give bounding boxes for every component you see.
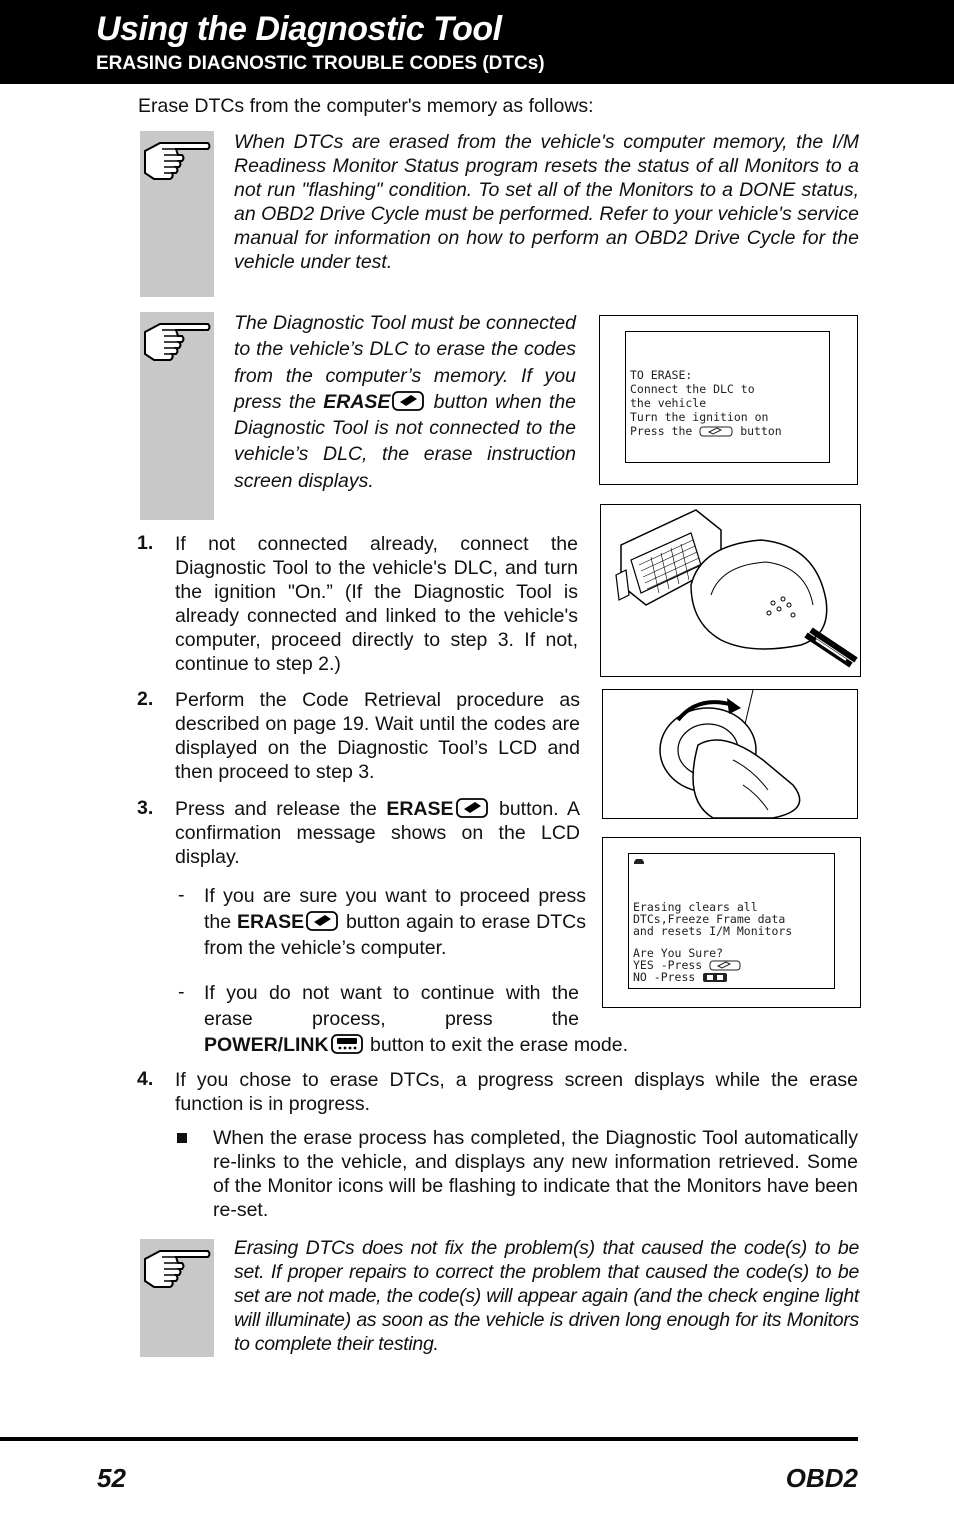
lcd-line: Turn the ignition on — [630, 410, 769, 424]
note-readiness: When DTCs are erased from the vehicle's computer memory, the I/M Readiness Monitor Status program resets the status of all Monitors to a not run "flashing" condition. To set all of the Monitors to a DONE status, an OBD2 Drive Cycle must be performed. Refer to your vehicle's service manual for information on how to perform an OBD2 Drive Cycle for the vehicle under test. — [234, 131, 859, 273]
step-number: 1. — [137, 532, 154, 554]
lcd-line: button — [740, 424, 782, 438]
note-box — [140, 312, 214, 520]
dash-marker: - — [178, 884, 185, 906]
erase-button-icon — [306, 910, 338, 932]
dash-marker: - — [178, 981, 185, 1003]
sub-step-proceed: If you are sure you want to proceed press the ERASE button again to erase DTCs from the vehicle’s computer. — [204, 885, 587, 959]
lcd-line: YES -Press — [633, 958, 703, 972]
lcd-erase-instructions — [599, 315, 858, 485]
lcd-line: the vehicle — [630, 396, 707, 410]
power-link-button-label: POWER/LINK — [204, 1034, 329, 1056]
page-header — [0, 0, 954, 84]
lcd-line: Press the — [630, 424, 693, 438]
power-link-button-icon — [702, 972, 728, 983]
lcd-line: TO ERASE: — [630, 368, 693, 382]
lcd-line: DTCs,Freeze Frame data — [633, 912, 786, 926]
pointing-hand-icon — [142, 318, 212, 364]
note-erase-warning: Erasing DTCs does not fix the problem(s) that caused the code(s) to be set. If proper repairs to correct the problem that caused the code(s) to be set are not made, the code(s) will appear again (and the check engine light will illuminate) as soon as the vehicle is driven long enough for its Monitors to complete their testing. — [234, 1237, 859, 1355]
connector-image — [601, 505, 860, 676]
note-box — [140, 1239, 214, 1357]
page-title: Using the Diagnostic Tool — [96, 10, 502, 48]
sub-step-exit: If you do not want to continue with the erase process, press the POWER/LINK button to exit the erase mode. — [204, 982, 629, 1056]
dlc-connector-illustration — [600, 504, 861, 677]
lcd-line: Connect the DLC to — [630, 382, 755, 396]
step-text: Perform the Code Retrieval procedure as described on page 19. Wait until the codes are displayed on the Diagnostic Tool’s LCD and then proceed to step 3. — [175, 689, 580, 783]
footer-divider — [0, 1437, 858, 1441]
bullet-marker — [177, 1133, 187, 1143]
intro-text: Erase DTCs from the computer's memory as follows: — [138, 95, 594, 117]
power-link-button-icon — [331, 1033, 363, 1055]
note-dlc: The Diagnostic Tool must be connected to the vehicle’s DLC to erase the codes from the computer’s memory. If you press the ERASE button when the Diagnostic Tool is not connected to the vehicle’s DLC, the erase instruction screen displays. — [234, 312, 577, 492]
erase-button-label: ERASE — [236, 911, 305, 933]
erase-button-label: ERASE — [386, 798, 454, 820]
lcd-screen — [628, 853, 835, 989]
step-text: Press and release the ERASE button. A confirmation message shows on the LCD display. — [175, 798, 580, 868]
vehicle-icon — [633, 858, 645, 865]
lcd-line: NO -Press — [633, 970, 696, 984]
lcd-line: Erasing clears all — [633, 900, 758, 914]
erase-button-icon — [699, 426, 733, 437]
pointing-hand-icon — [142, 1245, 212, 1291]
erase-button-icon — [392, 390, 424, 412]
lcd-line: Are You Sure? — [633, 946, 724, 960]
note-box — [140, 131, 214, 297]
lcd-screen — [625, 331, 830, 463]
step-number: 3. — [137, 797, 154, 819]
ignition-image — [603, 690, 857, 818]
erase-button-label: ERASE — [323, 390, 391, 413]
bullet-text: When the erase process has completed, the Diagnostic Tool automatically re-links to the vehicle, and displays any new information retrieved. Some of the Monitor icons will be flashing to indicate that the Monitors have been re-set. — [213, 1127, 858, 1221]
ignition-key-illustration — [602, 689, 858, 819]
step-text: If not connected already, connect the Diagnostic Tool to the vehicle's DLC, and turn the ignition "On.” (If the Diagnostic Tool is already connected and linked to the vehicle's computer, proceed directly to step 3. If not, continue to step 2.) — [175, 533, 578, 675]
section-title: ERASING DIAGNOSTIC TROUBLE CODES (DTCs) — [96, 53, 545, 74]
step-text: If you chose to erase DTCs, a progress screen displays while the erase function is in progress. — [175, 1069, 858, 1115]
step-number: 4. — [137, 1068, 154, 1090]
footer-label: OBD2 — [785, 1463, 858, 1493]
page-number: 52 — [97, 1463, 126, 1493]
erase-button-icon — [456, 797, 488, 819]
step-number: 2. — [137, 688, 154, 710]
pointing-hand-icon — [142, 137, 212, 183]
lcd-line: and resets I/M Monitors — [633, 924, 793, 938]
